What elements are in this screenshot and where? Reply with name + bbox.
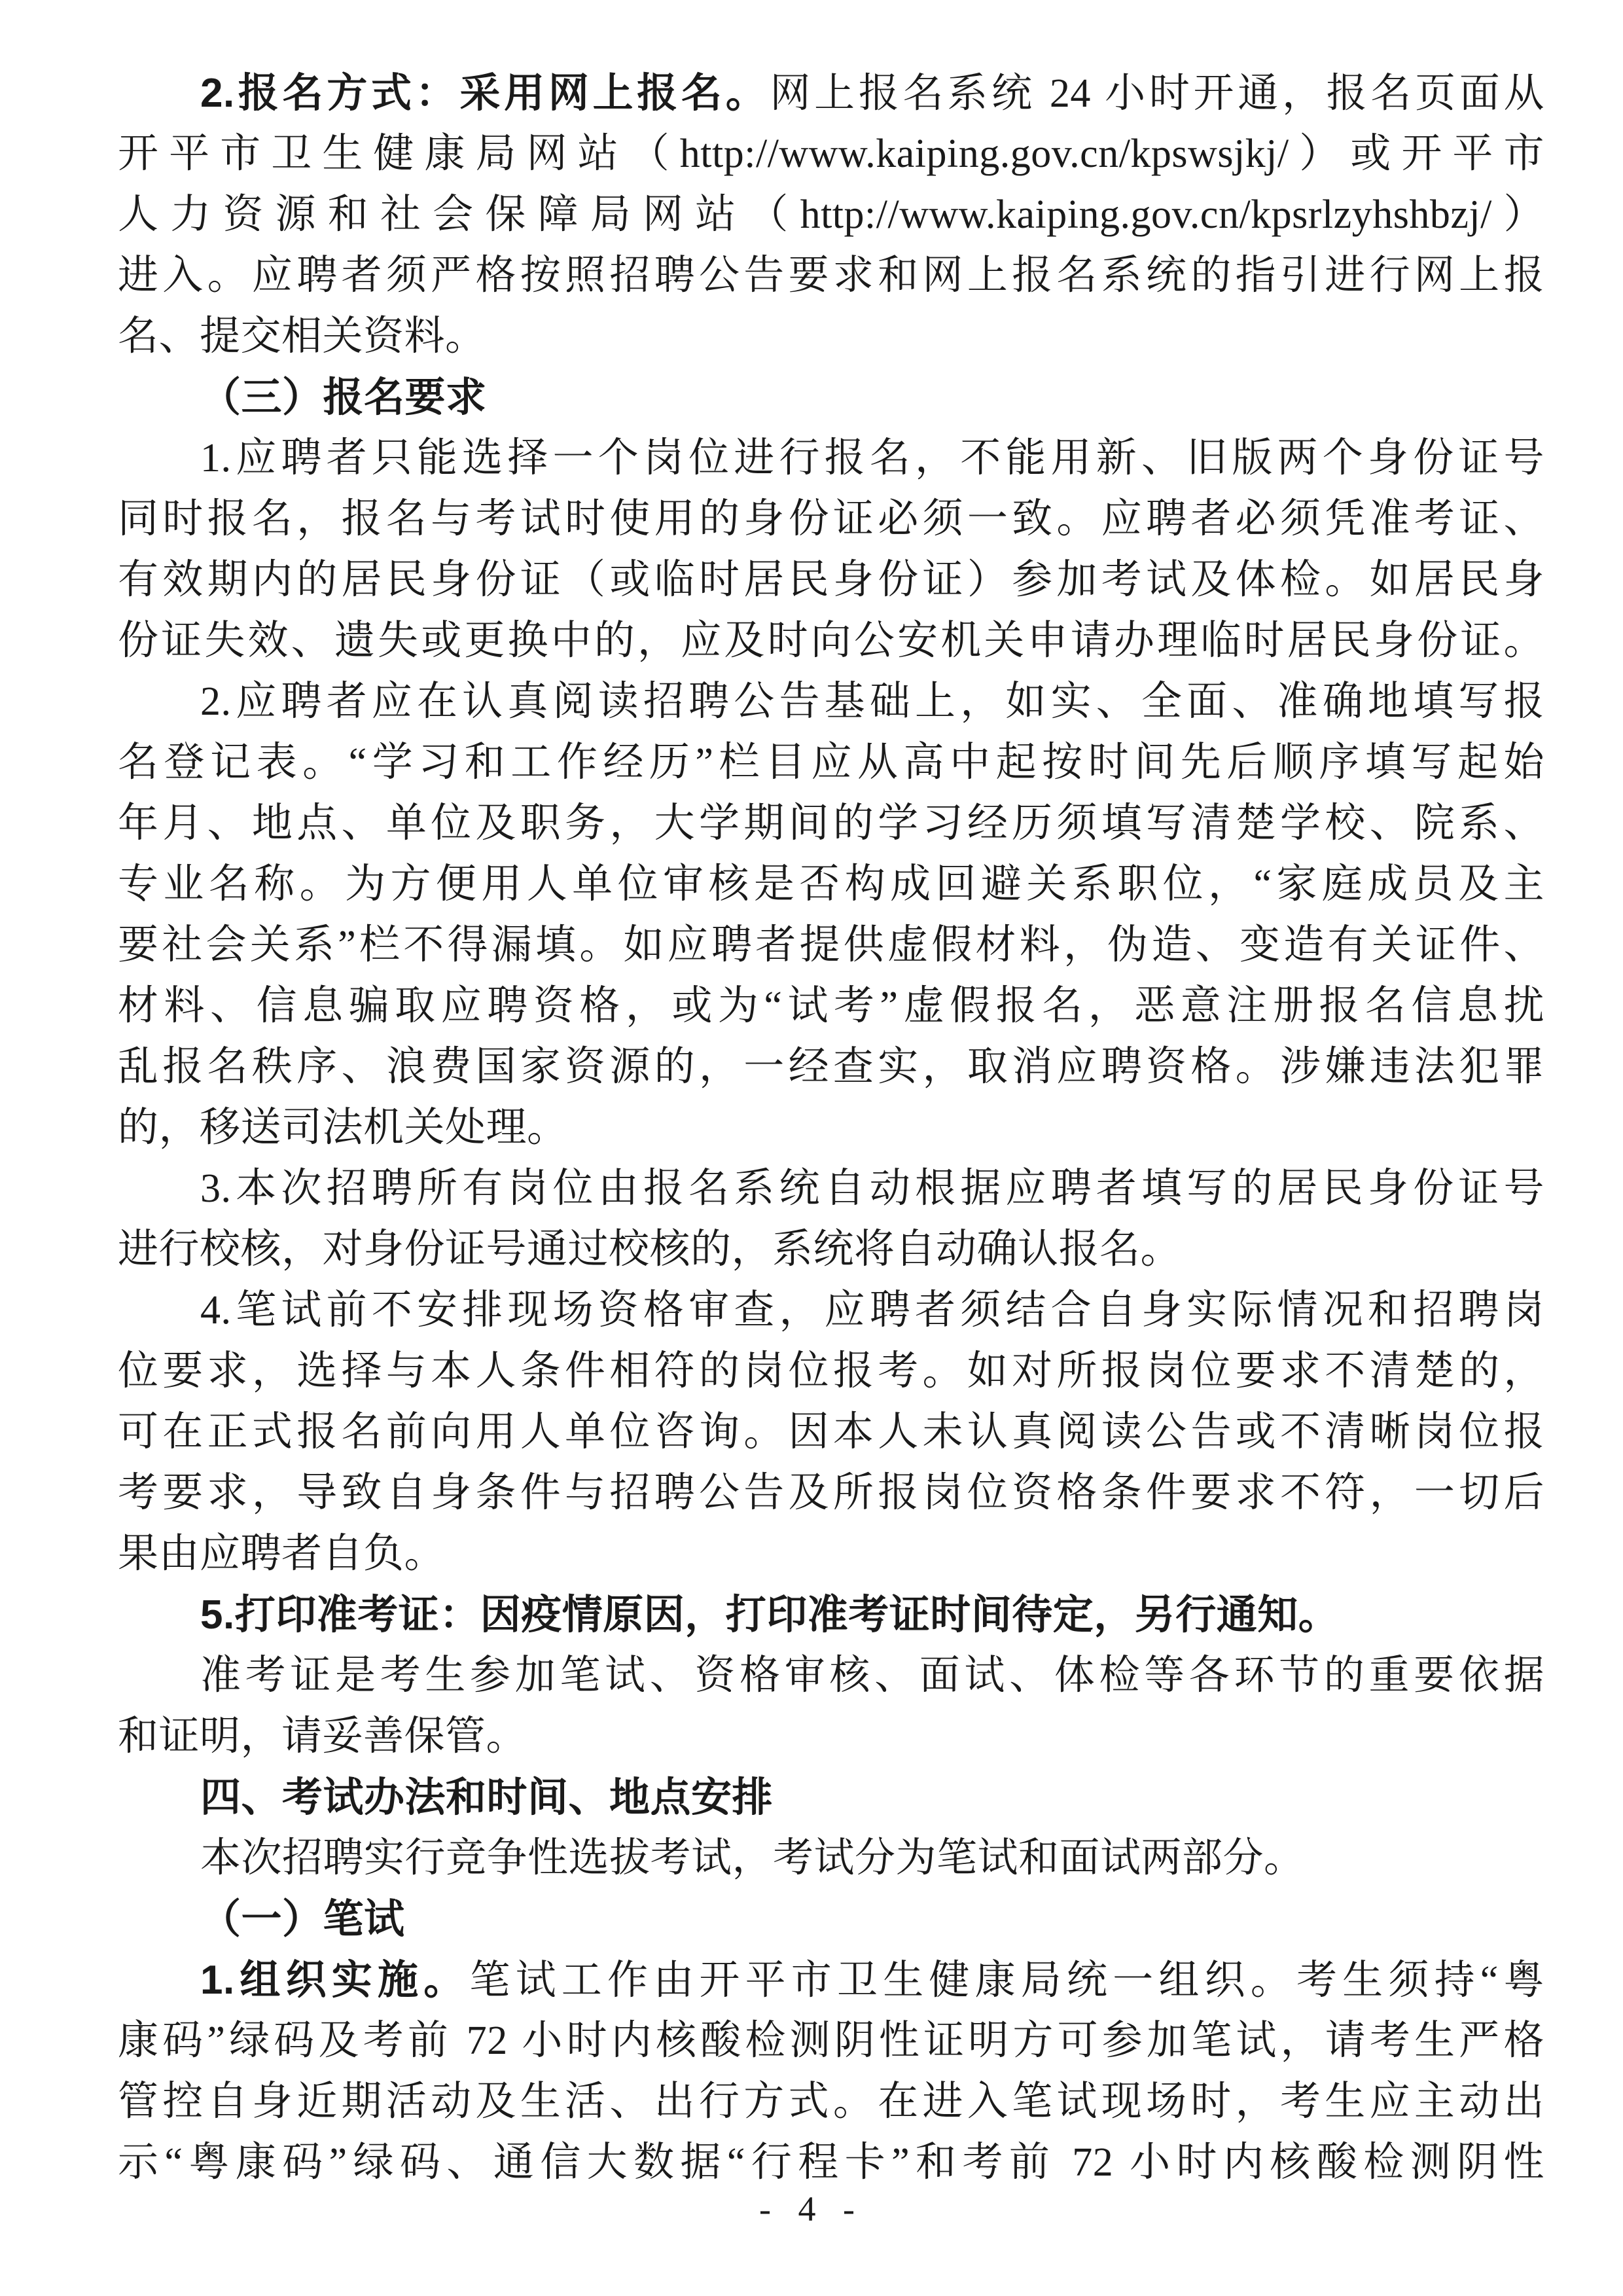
text-run: 示“粤康码”绿码、通信大数据“行程卡”和考前 72 小时内核酸检测阴性 [118, 2140, 1544, 2185]
text-line [118, 1037, 1544, 1098]
text-run: 名登记表。“学习和工作经历”栏目应从高中起按时间先后顺序填写起始 [118, 740, 1544, 785]
text-run: 和证明，请妥善保管。 [118, 1714, 527, 1759]
text-line [118, 672, 1544, 732]
text-run: 要社会关系”栏不得漏填。如应聘者提供虚假材料，伪造、变造有关证件、 [118, 923, 1544, 967]
text-run: 管控自身近期活动及生活、出行方式。在进入笔试现场时，考生应主动出 [118, 2079, 1544, 2124]
text-line [118, 1280, 1544, 1341]
text-line [118, 1341, 1544, 1402]
text-run: 4.笔试前不安排现场资格审查，应聘者须结合自身实际情况和招聘岗 [200, 1288, 1544, 1333]
text-line [118, 732, 1544, 793]
text-line [118, 1524, 1544, 1585]
text-run: 果由应聘者自负。 [118, 1532, 446, 1576]
text-line [118, 1219, 1544, 1280]
text-line [118, 2132, 1544, 2193]
bold-text-run: （一）笔试 [200, 1897, 405, 1942]
text-line [118, 793, 1544, 854]
bold-text-run: 5.打印准考证：因疫情原因，打印准考证时间待定，另行通知。 [200, 1592, 1340, 1638]
text-line [118, 306, 1544, 367]
text-run: 准考证是考生参加笔试、资格审核、面试、体检等各环节的重要依据 [200, 1653, 1544, 1698]
document-body [118, 63, 1544, 2193]
text-line [118, 367, 1544, 428]
text-run: 人力资源和社会保障局网站（http://www.kaiping.gov.cn/kpsrlzyhshbzj/） [118, 192, 1544, 237]
text-run: 开平市卫生健康局网站（http://www.kaiping.gov.cn/kpswsjkj/）或开平市 [118, 132, 1544, 176]
text-line [118, 489, 1544, 550]
text-run: 份证失效、遗失或更换中的，应及时向公安机关申请办理临时居民身份证。 [118, 619, 1544, 663]
text-line [118, 1767, 1544, 1828]
text-line [118, 1402, 1544, 1463]
bold-text-run: 2.报名方式：采用网上报名。 [200, 71, 770, 116]
text-line [118, 1158, 1544, 1219]
text-line [118, 428, 1544, 489]
text-line [118, 1950, 1544, 2011]
page-number: - 4 - [759, 2189, 864, 2229]
text-run: 1.应聘者只能选择一个岗位进行报名，不能用新、旧版两个身份证号 [200, 436, 1544, 480]
bold-text-run: 1.组织实施。 [200, 1958, 470, 2003]
text-line [118, 915, 1544, 976]
text-run: 进行校核，对身份证号通过校核的，系统将自动确认报名。 [118, 1227, 1182, 1272]
text-line [118, 245, 1544, 306]
text-run: 网上报名系统 24 小时开通，报名页面从 [770, 71, 1544, 116]
text-line [118, 1463, 1544, 1524]
text-run: 笔试工作由开平市卫生健康局统一组织。考生须持“粤 [469, 1958, 1544, 2003]
text-line [118, 976, 1544, 1037]
text-line [118, 124, 1544, 185]
text-line [118, 854, 1544, 915]
text-run: 位要求，选择与本人条件相符的岗位报考。如对所报岗位要求不清楚的， [118, 1349, 1544, 1393]
text-line [118, 63, 1544, 124]
text-line [118, 2011, 1544, 2072]
text-run: 2.应聘者应在认真阅读招聘公告基础上，如实、全面、准确地填写报 [200, 679, 1544, 724]
text-line [118, 1098, 1544, 1158]
text-run: 材料、信息骗取应聘资格，或为“试考”虚假报名，恶意注册报名信息扰 [118, 984, 1544, 1028]
text-run: 专业名称。为方便用人单位审核是否构成回避关系职位，“家庭成员及主 [118, 862, 1544, 906]
text-line [118, 550, 1544, 611]
text-run: 康码”绿码及考前 72 小时内核酸检测阴性证明方可参加笔试，请考生严格 [118, 2018, 1544, 2063]
text-line [118, 1889, 1544, 1950]
text-line [118, 1645, 1544, 1706]
text-line [118, 2072, 1544, 2132]
bold-text-run: （三）报名要求 [200, 375, 487, 420]
text-line [118, 1585, 1544, 1645]
text-run: 有效期内的居民身份证（或临时居民身份证）参加考试及体检。如居民身 [118, 558, 1544, 602]
text-run: 考要求，导致自身条件与招聘公告及所报岗位资格条件要求不符，一切后 [118, 1471, 1544, 1515]
text-line [118, 1828, 1544, 1889]
text-run: 的，移送司法机关处理。 [118, 1105, 568, 1150]
text-run: 进入。应聘者须严格按照招聘公告要求和网上报名系统的指引进行网上报 [118, 253, 1544, 298]
text-run: 3.本次招聘所有岗位由报名系统自动根据应聘者填写的居民身份证号 [200, 1166, 1544, 1211]
text-run: 本次招聘实行竞争性选拔考试，考试分为笔试和面试两部分。 [200, 1836, 1305, 1880]
text-run: 可在正式报名前向用人单位咨询。因本人未认真阅读公告或不清晰岗位报 [118, 1410, 1544, 1454]
bold-text-run: 四、考试办法和时间、地点安排 [200, 1775, 774, 1820]
text-line [118, 611, 1544, 672]
text-run: 乱报名秩序、浪费国家资源的，一经查实，取消应聘资格。涉嫌违法犯罪 [118, 1045, 1544, 1089]
text-line [118, 185, 1544, 245]
text-run: 同时报名，报名与考试时使用的身份证必须一致。应聘者必须凭准考证、 [118, 497, 1544, 541]
text-run: 年月、地点、单位及职务，大学期间的学习经历须填写清楚学校、院系、 [118, 801, 1544, 846]
text-run: 名、提交相关资料。 [118, 314, 486, 359]
text-line [118, 1706, 1544, 1767]
